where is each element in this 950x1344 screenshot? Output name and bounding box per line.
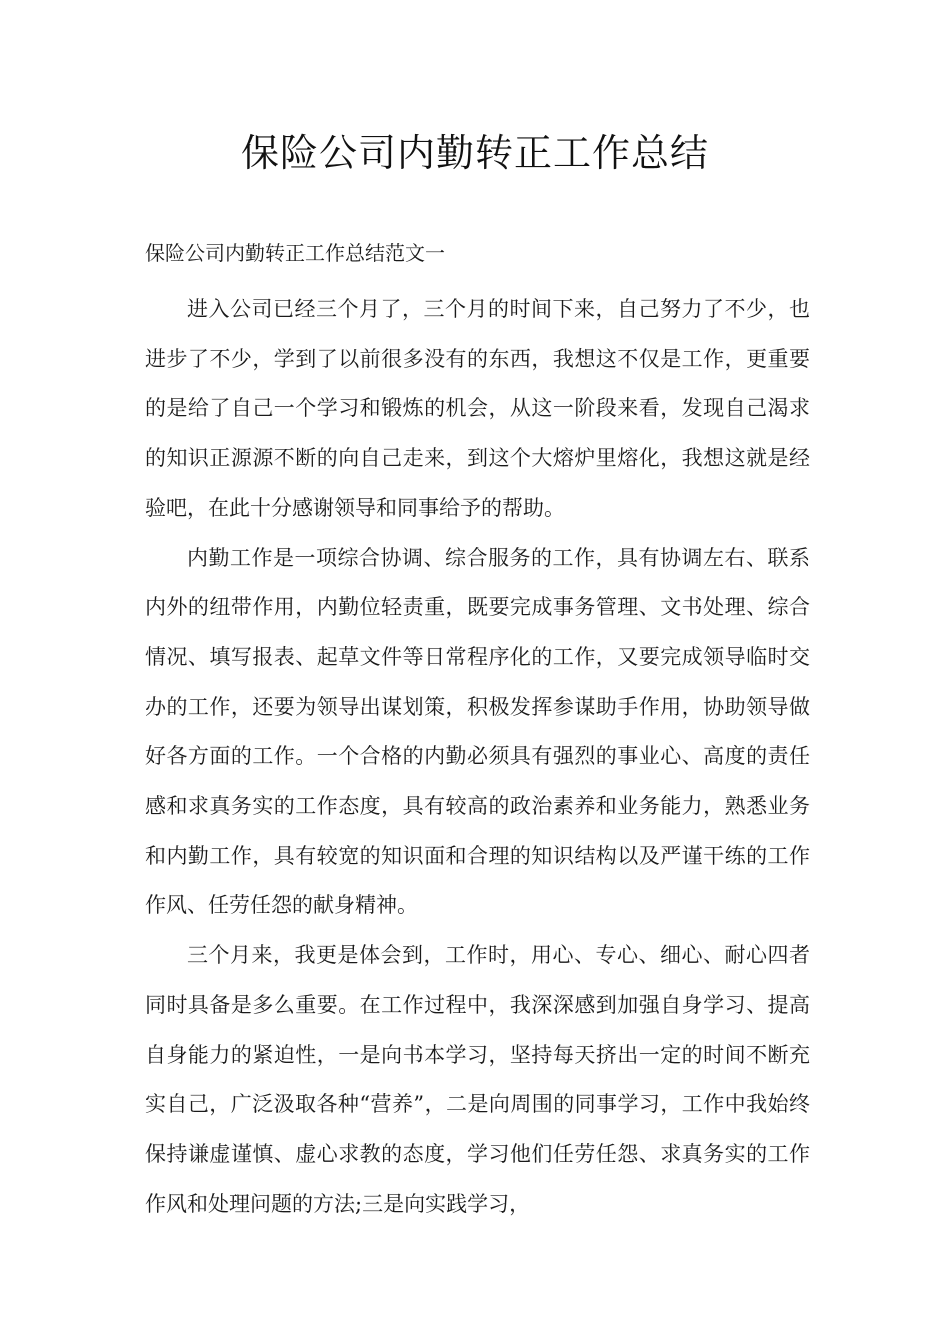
paragraph-1: 进入公司已经三个月了，三个月的时间下来，自己努力了不少，也进步了不少，学到了以前很多没有的东西，我想这不仅是工作，更重要的是给了自己一个学习和锻炼的机会，从这一阶段来看，发现自己渴求的知识正源源不断的向自己走来，到这个大熔炉里熔化，我想这就是经验吧，在此十分感谢领导和同事给予的帮助。 bbox=[145, 297, 810, 520]
paragraph-2: 内勤工作是一项综合协调、综合服务的工作，具有协调左右、联系内外的纽带作用，内勤位轻责重，既要完成事务管理、文书处理、综合情况、填写报表、起草文件等日常程序化的工作，又要完成领导临时交办的工作，还要为领导出谋划策，积极发挥参谋助手作用，协助领导做好各方面的工作。一个合格的内勤必须具有强烈的事业心、高度的责任感和求真务实的工作态度，具有较高的政治素养和业务能力，熟悉业务和内勤工作，具有较宽的知识面和合理的知识结构以及严谨干练的工作作风、任劳任怨的献身精神。 bbox=[145, 545, 810, 918]
document-body bbox=[145, 285, 810, 1229]
document-title: 保险公司内勤转正工作总结 bbox=[240, 131, 709, 175]
document-subtitle: 保险公司内勤转正工作总结范文一 bbox=[145, 241, 445, 265]
paragraph-3: 三个月来，我更是体会到，工作时，用心、专心、细心、耐心四者同时具备是多么重要。在工作过程中，我深深感到加强自身学习、提高自身能力的紧迫性，一是向书本学习，坚持每天挤出一定的时间不断充实自己，广泛汲取各种“营养”，二是向周围的同事学习，工作中我始终保持谦虚谨慎、虚心求教的态度，学习他们任劳任怨、求真务实的工作作风和处理问题的方法;三是向实践学习， bbox=[145, 943, 810, 1216]
